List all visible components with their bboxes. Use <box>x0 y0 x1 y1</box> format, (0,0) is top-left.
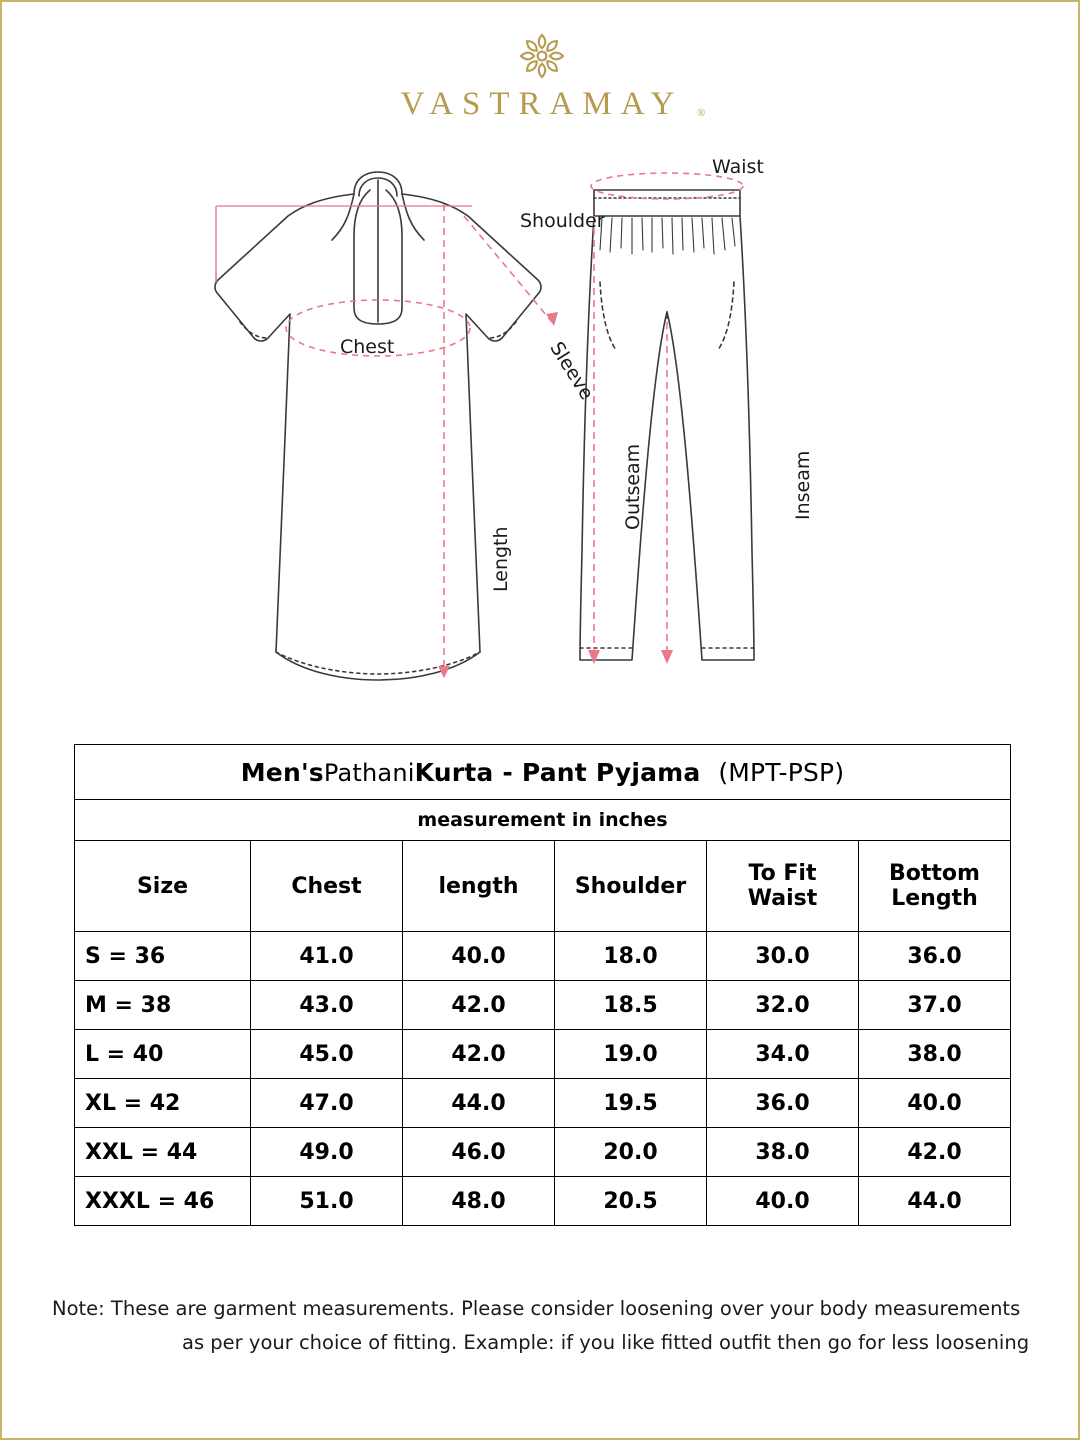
registered-mark: ® <box>697 107 706 119</box>
cell-shoulder: 19.0 <box>555 1030 707 1079</box>
table-subtitle: measurement in inches <box>75 800 1011 841</box>
title-prefix: Men's <box>240 757 324 787</box>
garment-diagrams <box>2 132 1080 732</box>
label-chest: Chest <box>340 336 395 358</box>
cell-bottom: 42.0 <box>859 1128 1011 1177</box>
column-header-size: Size <box>75 841 251 932</box>
cell-length: 46.0 <box>403 1128 555 1177</box>
cell-waist: 34.0 <box>707 1030 859 1079</box>
footer-note <box>52 1292 1032 1360</box>
title-thin: Pathani <box>323 758 415 787</box>
table-row <box>75 1030 1011 1079</box>
column-header-length: length <box>403 841 555 932</box>
cell-chest: 51.0 <box>251 1177 403 1226</box>
cell-shoulder: 18.0 <box>555 932 707 981</box>
cell-length: 44.0 <box>403 1079 555 1128</box>
label-outseam: Outseam <box>622 443 644 530</box>
cell-size: XXXL = 46 <box>75 1177 251 1226</box>
cell-size: XXL = 44 <box>75 1128 251 1177</box>
size-table-wrap <box>74 744 1010 1226</box>
cell-chest: 49.0 <box>251 1128 403 1177</box>
cell-waist: 40.0 <box>707 1177 859 1226</box>
table-row <box>75 932 1011 981</box>
table-row <box>75 1079 1011 1128</box>
title-main: Kurta - Pant Pyjama <box>414 757 701 787</box>
cell-chest: 43.0 <box>251 981 403 1030</box>
cell-size: XL = 42 <box>75 1079 251 1128</box>
cell-length: 42.0 <box>403 981 555 1030</box>
cell-bottom: 40.0 <box>859 1079 1011 1128</box>
table-row <box>75 1177 1011 1226</box>
label-sleeve: Sleeve <box>545 338 598 404</box>
brand-name: VASTRAMAY ® <box>400 86 706 122</box>
column-header-waist: To Fit Waist <box>707 841 859 932</box>
cell-waist: 30.0 <box>707 932 859 981</box>
cell-shoulder: 18.5 <box>555 981 707 1030</box>
cell-bottom: 36.0 <box>859 932 1011 981</box>
table-header-row <box>75 841 1011 932</box>
cell-waist: 36.0 <box>707 1079 859 1128</box>
cell-bottom: 37.0 <box>859 981 1011 1030</box>
brand-header <box>2 28 1080 123</box>
label-length: Length <box>490 526 512 592</box>
cell-length: 42.0 <box>403 1030 555 1079</box>
cell-size: M = 38 <box>75 981 251 1030</box>
table-subtitle-row <box>75 800 1011 841</box>
column-header-chest: Chest <box>251 841 403 932</box>
cell-bottom: 44.0 <box>859 1177 1011 1226</box>
column-header-shoulder: Shoulder <box>555 841 707 932</box>
label-shoulder: Shoulder <box>520 210 605 232</box>
cell-chest: 45.0 <box>251 1030 403 1079</box>
table-title <box>75 745 1011 800</box>
column-header-bottom: Bottom Length <box>859 841 1011 932</box>
cell-size: S = 36 <box>75 932 251 981</box>
cell-shoulder: 19.5 <box>555 1079 707 1128</box>
cell-chest: 47.0 <box>251 1079 403 1128</box>
cell-size: L = 40 <box>75 1030 251 1079</box>
cell-shoulder: 20.0 <box>555 1128 707 1177</box>
cell-waist: 32.0 <box>707 981 859 1030</box>
cell-waist: 38.0 <box>707 1128 859 1177</box>
size-chart-table <box>74 744 1011 1226</box>
cell-shoulder: 20.5 <box>555 1177 707 1226</box>
floral-emblem-icon <box>514 28 570 84</box>
note-line-1: Note: These are garment measurements. Please consider loosening over your body measurements <box>52 1297 1021 1320</box>
note-line-2: as per your choice of fitting. Example: if you like fitted outfit then go for less loosening <box>182 1331 1030 1354</box>
table-row <box>75 981 1011 1030</box>
title-code: (MPT-PSP) <box>718 757 845 787</box>
table-row <box>75 1128 1011 1177</box>
label-waist: Waist <box>712 156 764 178</box>
table-title-row <box>75 745 1011 800</box>
cell-length: 48.0 <box>403 1177 555 1226</box>
cell-length: 40.0 <box>403 932 555 981</box>
label-inseam: Inseam <box>792 450 814 520</box>
cell-bottom: 38.0 <box>859 1030 1011 1079</box>
cell-chest: 41.0 <box>251 932 403 981</box>
